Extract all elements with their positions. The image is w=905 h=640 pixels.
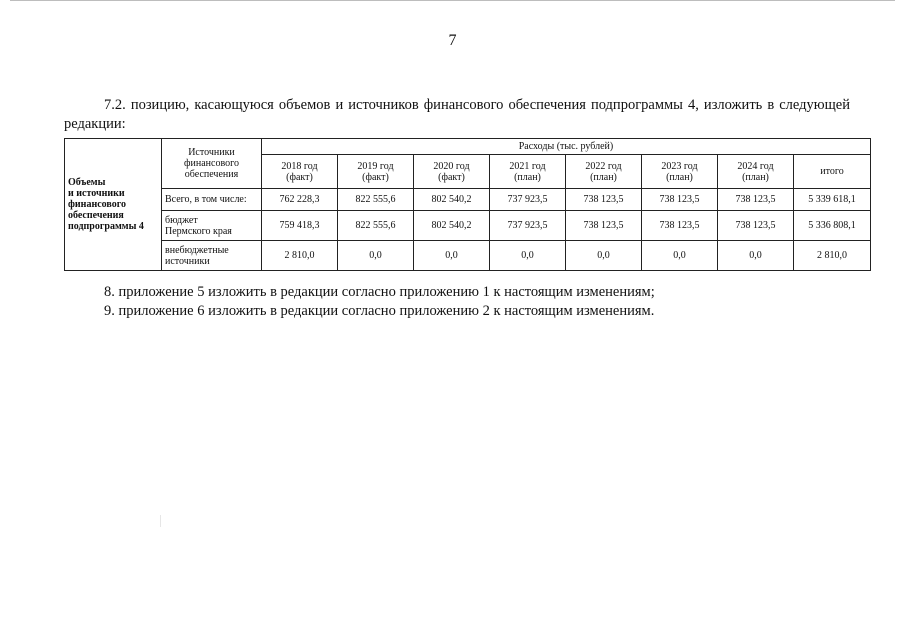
row-source: бюджет Пермского края xyxy=(162,211,262,241)
table-cell: 737 923,5 xyxy=(490,211,566,241)
table-cell: 0,0 xyxy=(414,241,490,271)
top-border-line xyxy=(10,0,895,1)
table-cell: 759 418,3 xyxy=(262,211,338,241)
total-header: итого xyxy=(794,155,871,189)
label-cell xyxy=(65,139,162,271)
year-header: 2018 год (факт) xyxy=(262,155,338,189)
table-cell: 822 555,6 xyxy=(338,189,414,211)
table-row-regional-budget xyxy=(65,211,871,241)
table-row-total xyxy=(65,189,871,211)
table-cell: 5 336 808,1 xyxy=(794,211,871,241)
table-cell: 0,0 xyxy=(566,241,642,271)
table-cell: 738 123,5 xyxy=(566,189,642,211)
row-source: Всего, в том числе: xyxy=(162,189,262,211)
table-cell: 738 123,5 xyxy=(718,189,794,211)
paragraph-8: 8. приложение 5 изложить в редакции согласно приложению 1 к настоящим изменениям; xyxy=(104,284,655,300)
table-cell: 738 123,5 xyxy=(718,211,794,241)
paragraph-9: 9. приложение 6 изложить в редакции согласно приложению 2 к настоящим изменениям. xyxy=(104,303,655,319)
table-cell: 738 123,5 xyxy=(642,211,718,241)
table-cell: 0,0 xyxy=(642,241,718,271)
table-cell: 822 555,6 xyxy=(338,211,414,241)
year-header: 2022 год (план) xyxy=(566,155,642,189)
table-cell: 802 540,2 xyxy=(414,189,490,211)
table-cell: 738 123,5 xyxy=(566,211,642,241)
table-row-extra-budgetary xyxy=(65,241,871,271)
year-header: 2023 год (план) xyxy=(642,155,718,189)
paragraph-7-2: 7.2. позицию, касающуюся объемов и источников финансового обеспечения подпрограммы 4, изложить в следующей редакции: xyxy=(64,97,850,132)
label-text: Объемы и источники финансового обеспечения подпрограммы 4 xyxy=(68,177,144,232)
table-cell: 5 339 618,1 xyxy=(794,189,871,211)
table-cell: 802 540,2 xyxy=(414,211,490,241)
row-source: внебюджетные источники xyxy=(162,241,262,271)
year-header: 2021 год (план) xyxy=(490,155,566,189)
table-cell: 737 923,5 xyxy=(490,189,566,211)
table-cell: 762 228,3 xyxy=(262,189,338,211)
table-cell: 2 810,0 xyxy=(794,241,871,271)
sources-header: Источники финансового обеспечения xyxy=(162,139,262,189)
table-cell: 2 810,0 xyxy=(262,241,338,271)
table-cell: 738 123,5 xyxy=(642,189,718,211)
expenses-header: Расходы (тыс. рублей) xyxy=(262,139,871,155)
financing-table xyxy=(64,138,871,271)
table-cell: 0,0 xyxy=(718,241,794,271)
year-header: 2024 год (план) xyxy=(718,155,794,189)
table-cell: 0,0 xyxy=(338,241,414,271)
scan-artifact xyxy=(160,515,161,527)
table-cell: 0,0 xyxy=(490,241,566,271)
year-header: 2020 год (факт) xyxy=(414,155,490,189)
table-header-row-1 xyxy=(65,139,871,155)
year-header: 2019 год (факт) xyxy=(338,155,414,189)
page-number: 7 xyxy=(448,32,457,49)
